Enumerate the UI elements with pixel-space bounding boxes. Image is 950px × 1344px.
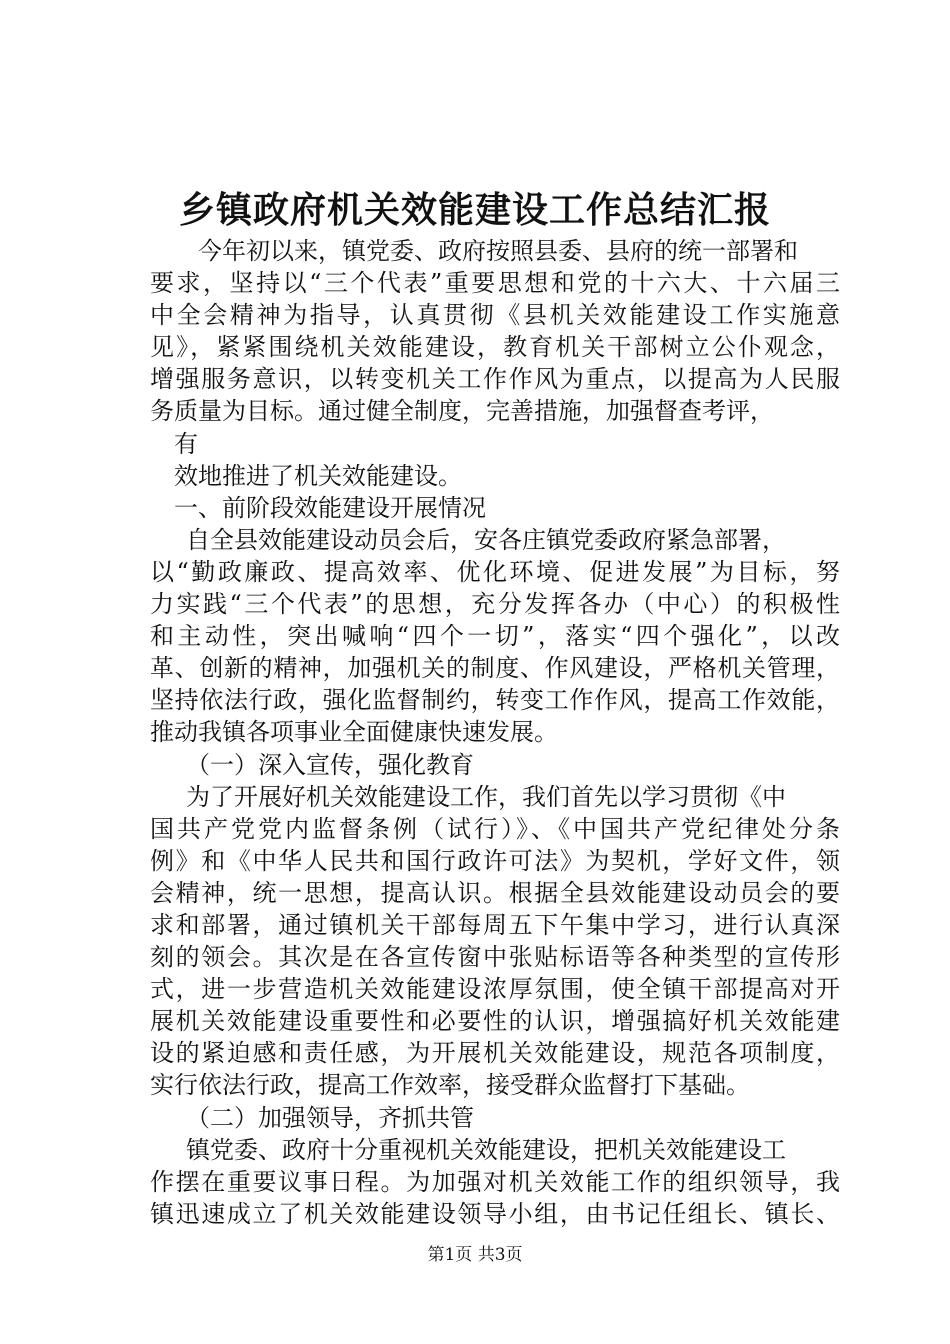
text-line: 自全县效能建设动员会后，安各庄镇党委政府紧急部署，: [186, 525, 786, 554]
subsection-heading: （一）深入宣传，强化教育: [186, 750, 474, 779]
text-line: 求和部署，通过镇机关干部每周五下午集中学习，进行认真深: [150, 910, 840, 939]
text-line: 作摆在重要议事日程。为加强对机关效能工作的组织领导，我: [150, 1167, 840, 1196]
text-line: 国共产党党内监督条例（试行）》、《中国共产党纪律处分条: [150, 814, 840, 843]
section-heading: 一、前阶段效能建设开展情况: [174, 493, 486, 522]
text-line: 式，进一步营造机关效能建设浓厚氛围，使全镇干部提高对开: [150, 975, 840, 1004]
text-line: 坚持依法行政，强化监督制约，转变工作作风，提高工作效能，: [150, 686, 840, 715]
text-line: 要求，坚持以“三个代表”重要思想和党的十六大、十六届三: [150, 269, 840, 298]
text-line: 实行依法行政，提高工作效率，接受群众监督打下基础。: [150, 1071, 750, 1100]
text-line: 例》和《中华人民共和国行政许可法》为契机，学好文件，领: [150, 846, 840, 875]
text-line: 务质量为目标。通过健全制度，完善措施，加强督查考评，: [150, 397, 774, 426]
text-line: 和主动性，突出喊响“四个一切”，落实“四个强化”，以改: [150, 622, 840, 651]
page-footer: 第1页 共3页: [427, 1245, 523, 1265]
text-line: 镇迅速成立了机关效能建设领导小组，由书记任组长、镇长、: [150, 1199, 840, 1228]
text-line: 见》，紧紧围绕机关效能建设，教育机关干部树立公仆观念，: [150, 333, 840, 362]
text-line: 为了开展好机关效能建设工作，我们首先以学习贯彻《中: [186, 782, 786, 811]
text-line: 革、创新的精神，加强机关的制度、作风建设，严格机关管理，: [150, 654, 840, 683]
subsection-heading: （二）加强领导，齐抓共管: [186, 1103, 474, 1132]
text-line: 推动我镇各项事业全面健康快速发展。: [150, 718, 558, 747]
text-line: 设的紧迫感和责任感，为开展机关效能建设，规范各项制度，: [150, 1039, 840, 1068]
text-line: 今年初以来，镇党委、政府按照县委、县府的统一部署和: [198, 237, 798, 265]
document-body: [150, 235, 840, 1230]
text-line: 刻的领会。其次是在各宣传窗中张贴标语等各种类型的宣传形: [150, 943, 840, 972]
text-line: 力实践“三个代表”的思想，充分发挥各办（中心）的积极性: [150, 590, 840, 619]
text-line: 会精神，统一思想，提高认识。根据全县效能建设动员会的要: [150, 878, 840, 907]
document-title: 乡镇政府机关效能建设工作总结汇报: [178, 189, 771, 231]
text-line: 展机关效能建设重要性和必要性的认识，增强搞好机关效能建: [150, 1007, 840, 1036]
text-line: 中全会精神为指导，认真贯彻《县机关效能建设工作实施意: [150, 301, 840, 330]
text-line: 有: [174, 429, 198, 458]
text-line: 以“勤政廉政、提高效率、优化环境、促进发展”为目标，努: [150, 557, 840, 586]
text-line: 效地推进了机关效能建设。: [174, 461, 462, 490]
text-line: 镇党委、政府十分重视机关效能建设，把机关效能建设工: [186, 1135, 786, 1164]
text-line: 增强服务意识，以转变机关工作作风为重点，以提高为人民服: [150, 365, 840, 394]
